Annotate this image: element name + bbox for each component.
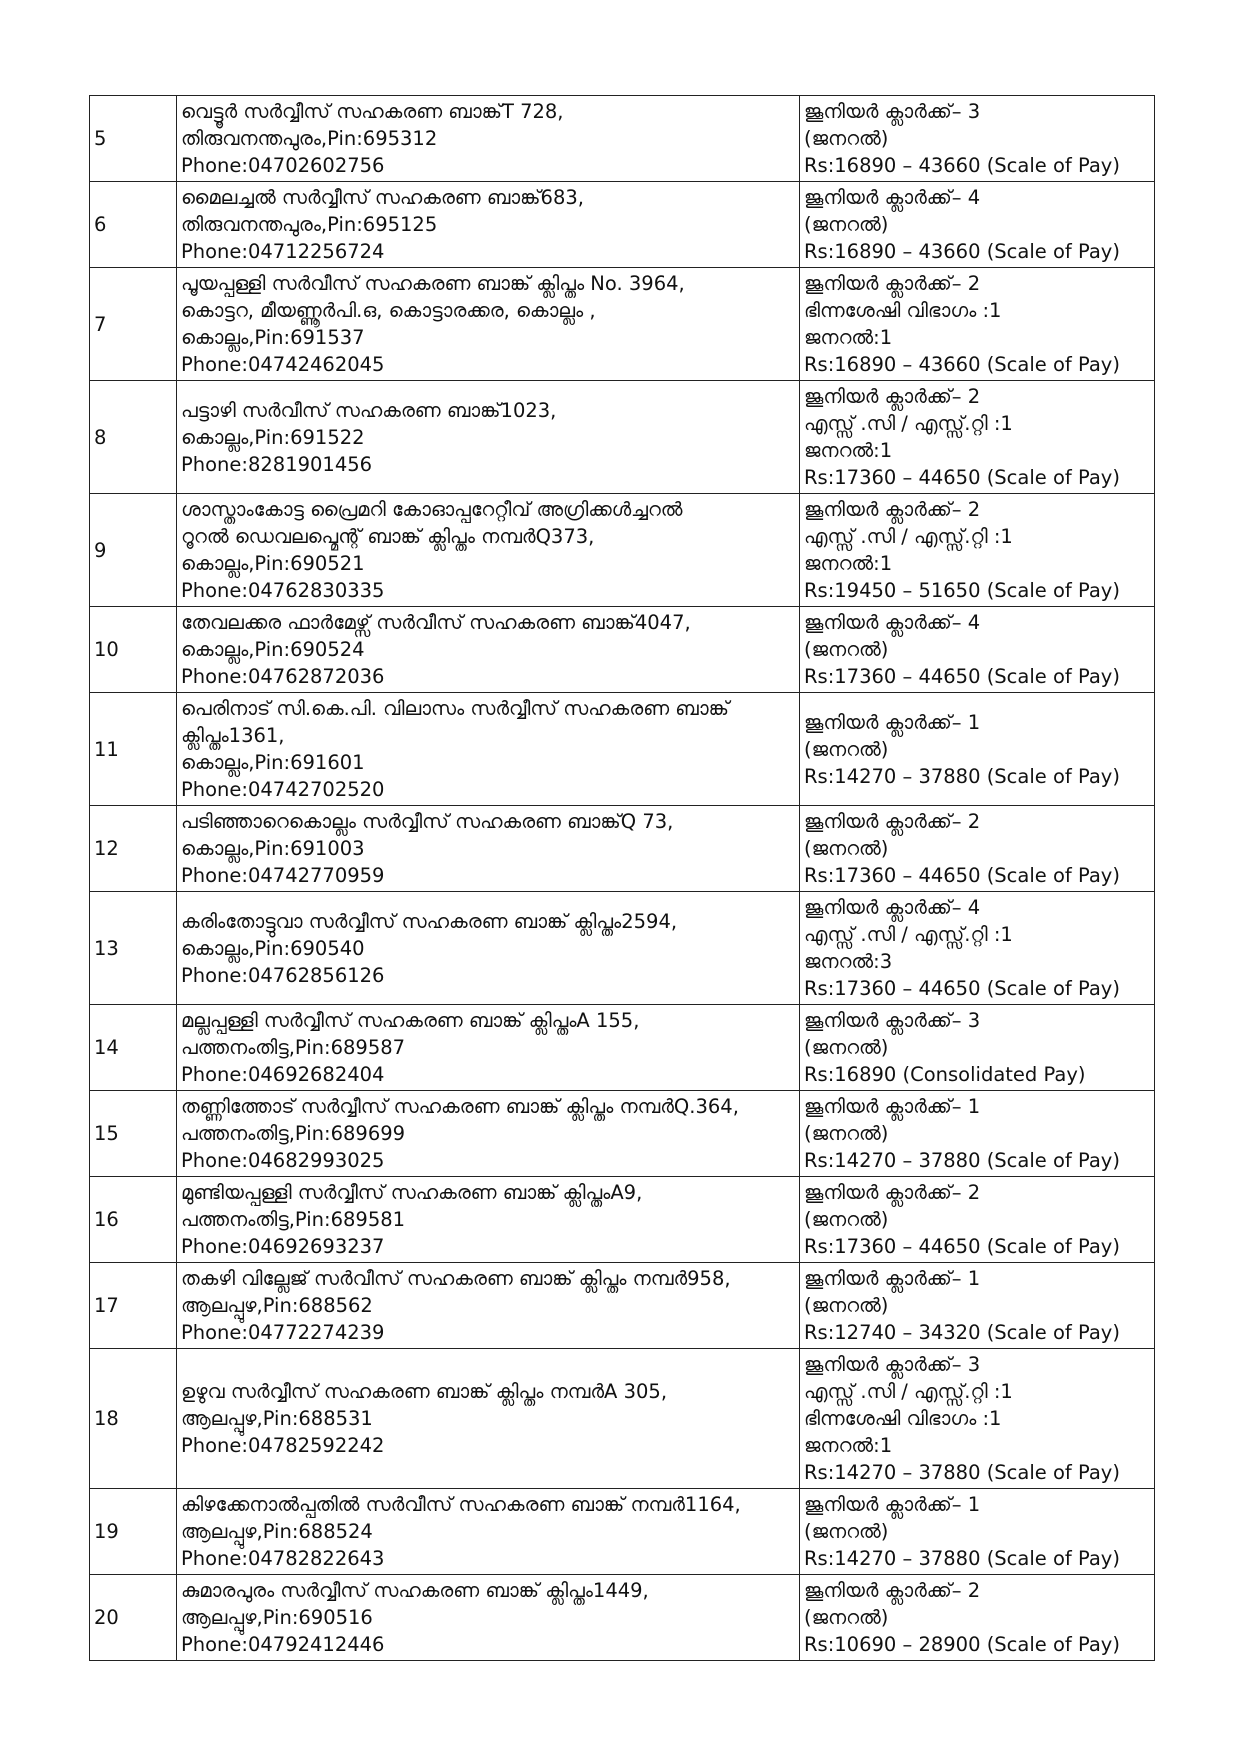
bank-detail-line: Phone:04712256724 (181, 240, 385, 263)
bank-detail-line: ഉഴുവ സർവ്വീസ് സഹകരണ ബാങ്ക് ക്ലിപ്തം നമ്പർA 305, (181, 1380, 668, 1403)
bank-details-cell (177, 1091, 800, 1177)
bank-detail-line: Phone:04682993025 (181, 1149, 385, 1172)
bank-detail-line: ആലപ്പുഴ,Pin:688524 (181, 1520, 373, 1543)
bank-detail-line: പടിഞ്ഞാറെകൊല്ലം സർവ്വീസ് സഹകരണ ബാങ്ക്Q 73, (181, 810, 674, 833)
post-details-cell (800, 892, 1155, 1005)
post-detail-line: (ജനറൽ) (804, 1208, 889, 1231)
bank-details-cell (177, 96, 800, 182)
post-details-cell (800, 96, 1155, 182)
post-detail-line: Rs:17360 – 44650 (Scale of Pay) (804, 665, 1120, 688)
table-row (90, 1177, 1155, 1263)
post-detail-line: (ജനറൽ) (804, 1606, 889, 1629)
serial-number-cell: 20 (90, 1575, 177, 1661)
table-row (90, 1091, 1155, 1177)
post-detail-line: Rs:14270 – 37880 (Scale of Pay) (804, 1461, 1120, 1484)
bank-detail-line: കൊല്ലം,Pin:690524 (181, 638, 365, 661)
post-detail-line: Rs:14270 – 37880 (Scale of Pay) (804, 1547, 1120, 1570)
table-row (90, 607, 1155, 693)
serial-number-cell: 5 (90, 96, 177, 182)
post-details-cell (800, 806, 1155, 892)
post-detail-line: Rs:17360 – 44650 (Scale of Pay) (804, 1235, 1120, 1258)
bank-detail-line: കൊല്ലം,Pin:691601 (181, 751, 365, 774)
bank-detail-line: ക്ലിപ്തം1361, (181, 724, 285, 747)
bank-detail-line: Phone:04742770959 (181, 864, 385, 887)
bank-details-cell (177, 1263, 800, 1349)
post-detail-line: ജൂനിയർ ക്ലാർക്ക്– 3 (804, 100, 981, 123)
serial-number-cell: 19 (90, 1489, 177, 1575)
post-details-cell (800, 607, 1155, 693)
post-detail-line: Rs:16890 – 43660 (Scale of Pay) (804, 353, 1120, 376)
post-detail-line: (ജനറൽ) (804, 737, 889, 761)
post-detail-line: Rs:19450 – 51650 (Scale of Pay) (804, 579, 1120, 602)
bank-details-cell (177, 494, 800, 607)
bank-detail-line: കരിംതോട്ടുവാ സർവ്വീസ് സഹകരണ ബാങ്ക് ക്ലിപ്തം2594, (181, 909, 678, 933)
serial-number-cell: 16 (90, 1177, 177, 1263)
table-row (90, 494, 1155, 607)
bank-detail-line: തകഴി വില്ലേജ് സർവീസ് സഹകരണ ബാങ്ക് ക്ലിപ്തം നമ്പർ958, (181, 1267, 731, 1290)
serial-number-cell: 13 (90, 892, 177, 1005)
bank-detail-line: Phone:04742702520 (181, 778, 385, 801)
table-row (90, 1489, 1155, 1575)
vacancy-table (89, 95, 1155, 1661)
serial-number-cell: 9 (90, 494, 177, 607)
post-detail-line: ജനറൽ:3 (804, 950, 893, 973)
post-details-cell (800, 1177, 1155, 1263)
bank-detail-line: ആലപ്പുഴ,Pin:688562 (181, 1294, 373, 1317)
post-detail-line: (ജനറൽ) (804, 837, 889, 860)
bank-detail-line: പത്തനംതിട്ട,Pin:689699 (181, 1122, 406, 1145)
bank-detail-line: കുമാരപുരം സർവ്വീസ് സഹകരണ ബാങ്ക് ക്ലിപ്തം1449, (181, 1579, 649, 1602)
bank-detail-line: Phone:04772274239 (181, 1321, 385, 1344)
table-row (90, 693, 1155, 806)
table-row (90, 1005, 1155, 1091)
post-detail-line: ജൂനിയർ ക്ലാർക്ക്– 2 (804, 1181, 981, 1204)
table-row (90, 182, 1155, 268)
bank-detail-line: കിഴക്കേനാൽപ്പതിൽ സർവീസ് സഹകരണ ബാങ്ക് നമ്പർ1164, (181, 1493, 741, 1516)
serial-number-cell: 8 (90, 381, 177, 494)
bank-details-cell (177, 1005, 800, 1091)
post-detail-line: ജൂനിയർ ക്ലാർക്ക്– 4 (804, 611, 981, 634)
table-row (90, 892, 1155, 1005)
bank-detail-line: മല്ലപ്പള്ളി സർവ്വീസ് സഹകരണ ബാങ്ക് ക്ലിപ്തംA 155, (181, 1009, 640, 1032)
bank-detail-line: തേവലക്കര ഫാർമേഴ്സ് സർവീസ് സഹകരണ ബാങ്ക്4047, (181, 611, 691, 634)
table-row (90, 268, 1155, 381)
post-detail-line: ജൂനിയർ ക്ലാർക്ക്– 4 (804, 896, 981, 919)
post-detail-line: Rs:16890 – 43660 (Scale of Pay) (804, 240, 1120, 263)
bank-details-cell (177, 806, 800, 892)
post-detail-line: ജൂനിയർ ക്ലാർക്ക്– 4 (804, 186, 981, 209)
post-detail-line: ജൂനിയർ ക്ലാർക്ക്– 2 (804, 272, 981, 295)
post-detail-line: Rs:17360 – 44650 (Scale of Pay) (804, 977, 1120, 1000)
post-details-cell (800, 1005, 1155, 1091)
bank-details-cell (177, 1489, 800, 1575)
post-detail-line: Rs:16890 (Consolidated Pay) (804, 1063, 1086, 1086)
bank-detail-line: പത്തനംതിട്ട,Pin:689581 (181, 1208, 406, 1231)
post-detail-line: ജൂനിയർ ക്ലാർക്ക്– 2 (804, 810, 981, 833)
bank-details-cell (177, 1575, 800, 1661)
bank-detail-line: Phone:8281901456 (181, 452, 373, 476)
serial-number-cell: 14 (90, 1005, 177, 1091)
post-detail-line: ജൂനിയർ ക്ലാർക്ക്– 2 (804, 498, 981, 521)
post-detail-line: Rs:17360 – 44650 (Scale of Pay) (804, 466, 1120, 489)
post-detail-line: ഭിന്നശേഷി വിഭാഗം :1 (804, 1407, 1002, 1430)
table-row (90, 381, 1155, 494)
bank-details-cell (177, 182, 800, 268)
bank-detail-line: Phone:04742462045 (181, 353, 385, 376)
bank-detail-line: കൊല്ലം,Pin:690540 (181, 936, 365, 960)
bank-detail-line: Phone:04692693237 (181, 1235, 385, 1258)
post-detail-line: എസ്സ് .സി / എസ്സ്.റ്റി :1 (804, 525, 1013, 548)
table-row (90, 1349, 1155, 1489)
bank-detail-line: വെട്ടൂർ സർവ്വീസ് സഹകരണ ബാങ്ക്T 728, (181, 100, 564, 123)
bank-detail-line: Phone:04702602756 (181, 154, 385, 177)
bank-detail-line: കൊല്ലം,Pin:691537 (181, 326, 365, 349)
bank-detail-line: തണ്ണിത്തോട് സർവ്വീസ് സഹകരണ ബാങ്ക് ക്ലിപ്തം നമ്പർQ.364, (181, 1095, 739, 1118)
bank-detail-line: പൂയപ്പള്ളി സർവീസ് സഹകരണ ബാങ്ക് ക്ലിപ്തം No. 3964, (181, 272, 685, 295)
post-details-cell (800, 494, 1155, 607)
bank-details-cell (177, 1177, 800, 1263)
bank-detail-line: പട്ടാഴി സർവീസ് സഹകരണ ബാങ്ക്1023, (181, 398, 557, 422)
bank-details-cell (177, 268, 800, 381)
post-details-cell (800, 1349, 1155, 1489)
post-detail-line: Rs:10690 – 28900 (Scale of Pay) (804, 1633, 1120, 1656)
bank-detail-line: Phone:04782822643 (181, 1547, 385, 1570)
table-row (90, 1575, 1155, 1661)
table-row (90, 1263, 1155, 1349)
serial-number-cell: 17 (90, 1263, 177, 1349)
post-detail-line: ജനറൽ:1 (804, 439, 893, 462)
bank-details-cell (177, 892, 800, 1005)
post-detail-line: ജൂനിയർ ക്ലാർക്ക്– 1 (804, 1095, 981, 1118)
post-detail-line: (ജനറൽ) (804, 1520, 889, 1543)
bank-details-cell (177, 607, 800, 693)
post-detail-line: Rs:14270 – 37880 (Scale of Pay) (804, 764, 1120, 788)
bank-detail-line: പെരിനാട് സി.കെ.പി. വിലാസം സർവ്വീസ് സഹകരണ ബാങ്ക് (181, 697, 729, 720)
table-row (90, 96, 1155, 182)
bank-detail-line: മൈലച്ചൽ സർവ്വീസ് സഹകരണ ബാങ്ക്683, (181, 186, 584, 209)
bank-detail-line: Phone:04762856126 (181, 963, 385, 987)
post-detail-line: എസ്സ് .സി / എസ്സ്.റ്റി :1 (804, 412, 1013, 435)
post-details-cell (800, 1091, 1155, 1177)
post-detail-line: Rs:17360 – 44650 (Scale of Pay) (804, 864, 1120, 887)
post-detail-line: Rs:14270 – 37880 (Scale of Pay) (804, 1149, 1120, 1172)
post-detail-line: ജനറൽ:1 (804, 1434, 893, 1457)
serial-number-cell: 18 (90, 1349, 177, 1489)
post-detail-line: ഭിന്നശേഷി വിഭാഗം :1 (804, 299, 1002, 322)
post-detail-line: എസ്സ് .സി / എസ്സ്.റ്റി :1 (804, 1380, 1013, 1403)
bank-detail-line: മുണ്ടിയപ്പള്ളി സർവ്വീസ് സഹകരണ ബാങ്ക് ക്ലിപ്തംA9, (181, 1181, 643, 1204)
post-details-cell (800, 182, 1155, 268)
bank-detail-line: കൊല്ലം,Pin:691522 (181, 425, 365, 449)
bank-detail-line: റൂറൽ ഡെവലപ്മെന്റ് ബാങ്ക് ക്ലിപ്തം നമ്പർQ373, (181, 525, 595, 548)
post-details-cell (800, 1575, 1155, 1661)
bank-detail-line: കൊട്ടറ, മീയണ്ണൂർപി.ഒ, കൊട്ടാരക്കര, കൊല്ലം , (181, 299, 596, 322)
bank-detail-line: Phone:04692682404 (181, 1063, 385, 1086)
bank-detail-line: തിരുവനന്തപുരം,Pin:695312 (181, 127, 438, 150)
post-detail-line: (ജനറൽ) (804, 1036, 889, 1059)
post-detail-line: Rs:12740 – 34320 (Scale of Pay) (804, 1321, 1120, 1344)
post-detail-line: (ജനറൽ) (804, 1294, 889, 1317)
serial-number-cell: 15 (90, 1091, 177, 1177)
post-details-cell (800, 1263, 1155, 1349)
bank-detail-line: കൊല്ലം,Pin:691003 (181, 837, 365, 860)
bank-detail-line: ശാസ്താംകോട്ട പ്രൈമറി കോഓപ്പറേറ്റീവ് അഗ്രിക്കൾച്ചറൽ (181, 498, 683, 521)
post-detail-line: (ജനറൽ) (804, 127, 889, 150)
post-detail-line: ജൂനിയർ ക്ലാർക്ക്– 1 (804, 1493, 981, 1516)
bank-detail-line: പത്തനംതിട്ട,Pin:689587 (181, 1036, 406, 1059)
bank-detail-line: ആലപ്പുഴ,Pin:690516 (181, 1606, 373, 1629)
post-detail-line: (ജനറൽ) (804, 1122, 889, 1145)
bank-detail-line: Phone:04782592242 (181, 1434, 385, 1457)
bank-details-cell (177, 693, 800, 806)
post-detail-line: ജൂനിയർ ക്ലാർക്ക്– 1 (804, 1267, 981, 1290)
table-row (90, 806, 1155, 892)
post-detail-line: എസ്സ് .സി / എസ്സ്.റ്റി :1 (804, 923, 1013, 946)
post-detail-line: ജനറൽ:1 (804, 326, 893, 349)
post-details-cell (800, 381, 1155, 494)
bank-detail-line: Phone:04792412446 (181, 1633, 385, 1656)
post-detail-line: (ജനറൽ) (804, 638, 889, 661)
post-detail-line: Rs:16890 – 43660 (Scale of Pay) (804, 154, 1120, 177)
post-details-cell (800, 1489, 1155, 1575)
post-detail-line: ജൂനിയർ ക്ലാർക്ക്– 2 (804, 1579, 981, 1602)
bank-details-cell (177, 1349, 800, 1489)
post-detail-line: ജൂനിയർ ക്ലാർക്ക്– 1 (804, 710, 981, 734)
bank-detail-line: തിരുവനന്തപുരം,Pin:695125 (181, 213, 438, 236)
post-detail-line: ജൂനിയർ ക്ലാർക്ക്– 2 (804, 385, 981, 408)
serial-number-cell: 6 (90, 182, 177, 268)
bank-detail-line: കൊല്ലം,Pin:690521 (181, 552, 365, 575)
serial-number-cell: 7 (90, 268, 177, 381)
post-details-cell (800, 268, 1155, 381)
post-detail-line: ജനറൽ:1 (804, 552, 893, 575)
vacancy-table-body (90, 96, 1155, 1661)
post-detail-line: ജൂനിയർ ക്ലാർക്ക്– 3 (804, 1009, 981, 1032)
bank-detail-line: Phone:04762872036 (181, 665, 385, 688)
serial-number-cell: 11 (90, 693, 177, 806)
post-details-cell (800, 693, 1155, 806)
post-detail-line: ജൂനിയർ ക്ലാർക്ക്– 3 (804, 1353, 981, 1376)
bank-details-cell (177, 381, 800, 494)
post-detail-line: (ജനറൽ) (804, 213, 889, 236)
serial-number-cell: 10 (90, 607, 177, 693)
serial-number-cell: 12 (90, 806, 177, 892)
bank-detail-line: Phone:04762830335 (181, 579, 385, 602)
bank-detail-line: ആലപ്പുഴ,Pin:688531 (181, 1407, 373, 1430)
